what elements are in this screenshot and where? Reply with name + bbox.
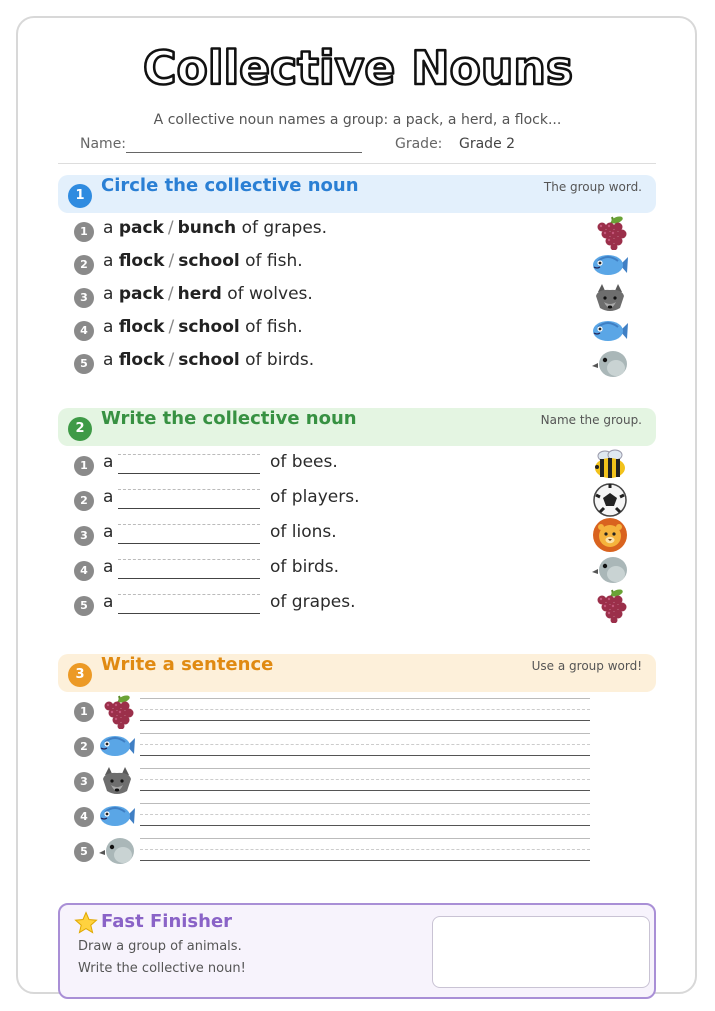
section-title: Write a sentence xyxy=(101,654,274,675)
option-separator: / xyxy=(167,284,174,304)
option-2[interactable]: school xyxy=(178,350,240,370)
lion-icon xyxy=(592,517,628,553)
sentence-writing-lines[interactable] xyxy=(140,768,590,792)
circle-item xyxy=(74,284,634,314)
sentence-item xyxy=(74,803,634,833)
name-input-line[interactable] xyxy=(126,152,362,153)
guide-line xyxy=(140,733,590,734)
item-number-badge: 1 xyxy=(74,702,94,722)
option-1[interactable]: pack xyxy=(118,218,164,238)
item-number-badge: 3 xyxy=(74,526,94,546)
write-item xyxy=(74,522,634,552)
fast-finisher-title: Fast Finisher xyxy=(101,911,233,932)
option-separator: / xyxy=(168,350,175,370)
fast-finisher-box xyxy=(58,903,656,999)
item-number-badge: 1 xyxy=(74,222,94,242)
option-2[interactable]: school xyxy=(178,317,240,337)
section-title: Write the collective noun xyxy=(101,408,357,429)
grapes-icon xyxy=(592,214,628,250)
drawing-box[interactable] xyxy=(432,916,650,988)
fish-icon xyxy=(592,313,628,349)
option-separator: / xyxy=(167,218,174,238)
article: a xyxy=(103,251,114,271)
option-2[interactable]: bunch xyxy=(177,218,237,238)
guide-line xyxy=(140,849,590,850)
page-title-text: Collective Nouns xyxy=(142,41,573,95)
item-rest: of lions. xyxy=(270,522,337,542)
guide-line xyxy=(140,768,590,769)
item-number-badge: 3 xyxy=(74,772,94,792)
article: a xyxy=(103,317,114,337)
subtitle: A collective noun names a group: a pack, a herd, a flock... xyxy=(153,112,562,128)
write-item xyxy=(74,557,634,587)
item-number-badge: 2 xyxy=(74,255,94,275)
sentence-writing-lines[interactable] xyxy=(140,838,590,862)
guide-line xyxy=(140,720,590,721)
article: a xyxy=(103,592,114,612)
item-text xyxy=(103,284,313,304)
guide-line xyxy=(140,709,590,710)
section-hint: Use a group word! xyxy=(531,659,642,673)
write-item xyxy=(74,487,634,517)
item-number-badge: 4 xyxy=(74,561,94,581)
guide-line xyxy=(140,698,590,699)
sentence-item xyxy=(74,838,634,868)
item-rest: of birds. xyxy=(270,557,340,577)
bee-icon xyxy=(592,447,628,483)
write-item xyxy=(74,452,634,482)
sentence-writing-lines[interactable] xyxy=(140,803,590,827)
item-number-badge: 4 xyxy=(74,807,94,827)
guide-line xyxy=(140,779,590,780)
guide-line xyxy=(140,825,590,826)
item-rest: of grapes. xyxy=(241,218,328,238)
fish-icon xyxy=(592,247,628,283)
item-text xyxy=(103,350,314,370)
option-separator: / xyxy=(168,317,175,337)
section-number-badge: 2 xyxy=(68,417,92,441)
fast-finisher-line-2: Write the collective noun! xyxy=(78,961,246,976)
item-number-badge: 2 xyxy=(74,491,94,511)
star-icon xyxy=(74,911,98,935)
item-number-badge: 4 xyxy=(74,321,94,341)
sentence-writing-lines[interactable] xyxy=(140,733,590,757)
item-rest: of birds. xyxy=(245,350,315,370)
item-number-badge: 2 xyxy=(74,737,94,757)
section-hint: Name the group. xyxy=(540,413,642,427)
section-2-header xyxy=(58,408,656,446)
sentence-writing-lines[interactable] xyxy=(140,698,590,722)
option-2[interactable]: school xyxy=(178,251,240,271)
section-number-badge: 3 xyxy=(68,663,92,687)
item-rest: of players. xyxy=(270,487,360,507)
item-text xyxy=(103,218,327,238)
article: a xyxy=(103,284,114,304)
guide-line xyxy=(140,744,590,745)
circle-item xyxy=(74,317,634,347)
item-rest: of fish. xyxy=(245,251,303,271)
soccer-ball-icon xyxy=(592,482,628,518)
circle-item xyxy=(74,350,634,380)
section-number-badge: 1 xyxy=(68,184,92,208)
guide-line xyxy=(140,838,590,839)
article: a xyxy=(103,218,114,238)
answer-blank[interactable] xyxy=(118,594,260,614)
guide-line xyxy=(140,755,590,756)
section-title: Circle the collective noun xyxy=(101,175,359,196)
sentence-item xyxy=(74,768,634,798)
name-label: Name: xyxy=(80,136,127,152)
item-rest: of wolves. xyxy=(227,284,313,304)
guide-line xyxy=(140,790,590,791)
article: a xyxy=(103,557,114,577)
guide-line xyxy=(140,860,590,861)
guide-line xyxy=(140,814,590,815)
bird-icon xyxy=(592,346,628,382)
section-3-header xyxy=(58,654,656,692)
circle-item xyxy=(74,218,634,248)
bird-icon xyxy=(99,833,135,869)
grade-label: Grade: xyxy=(395,136,443,152)
grapes-icon xyxy=(592,587,628,623)
article: a xyxy=(103,522,114,542)
fast-finisher-line-1: Draw a group of animals. xyxy=(78,939,242,954)
option-1[interactable]: pack xyxy=(118,284,164,304)
option-2[interactable]: herd xyxy=(177,284,222,304)
option-1[interactable]: flock xyxy=(118,251,165,271)
item-rest: of bees. xyxy=(270,452,338,472)
item-rest: of grapes. xyxy=(270,592,356,612)
article: a xyxy=(103,452,114,472)
item-number-badge: 5 xyxy=(74,354,94,374)
answer-blank[interactable] xyxy=(118,489,260,509)
item-number-badge: 5 xyxy=(74,596,94,616)
item-number-badge: 1 xyxy=(74,456,94,476)
fish-icon xyxy=(99,728,135,764)
wolf-icon xyxy=(592,280,628,316)
guide-line xyxy=(140,803,590,804)
item-text xyxy=(103,317,303,337)
circle-item xyxy=(74,251,634,281)
sentence-item xyxy=(74,733,634,763)
article: a xyxy=(103,350,114,370)
item-text xyxy=(103,251,303,271)
option-1[interactable]: flock xyxy=(118,350,165,370)
answer-blank[interactable] xyxy=(118,559,260,579)
article: a xyxy=(103,487,114,507)
option-separator: / xyxy=(168,251,175,271)
grapes-icon xyxy=(99,693,135,729)
section-hint: The group word. xyxy=(543,180,642,194)
sentence-item xyxy=(74,698,634,728)
header-divider xyxy=(58,163,656,164)
page-title xyxy=(0,28,715,108)
option-1[interactable]: flock xyxy=(118,317,165,337)
section-1-header xyxy=(58,175,656,213)
wolf-icon xyxy=(99,763,135,799)
bird-icon xyxy=(592,552,628,588)
item-number-badge: 3 xyxy=(74,288,94,308)
answer-blank[interactable] xyxy=(118,524,260,544)
item-rest: of fish. xyxy=(245,317,303,337)
fish-icon xyxy=(99,798,135,834)
item-number-badge: 5 xyxy=(74,842,94,862)
write-item xyxy=(74,592,634,622)
answer-blank[interactable] xyxy=(118,454,260,474)
grade-value: Grade 2 xyxy=(459,136,516,152)
